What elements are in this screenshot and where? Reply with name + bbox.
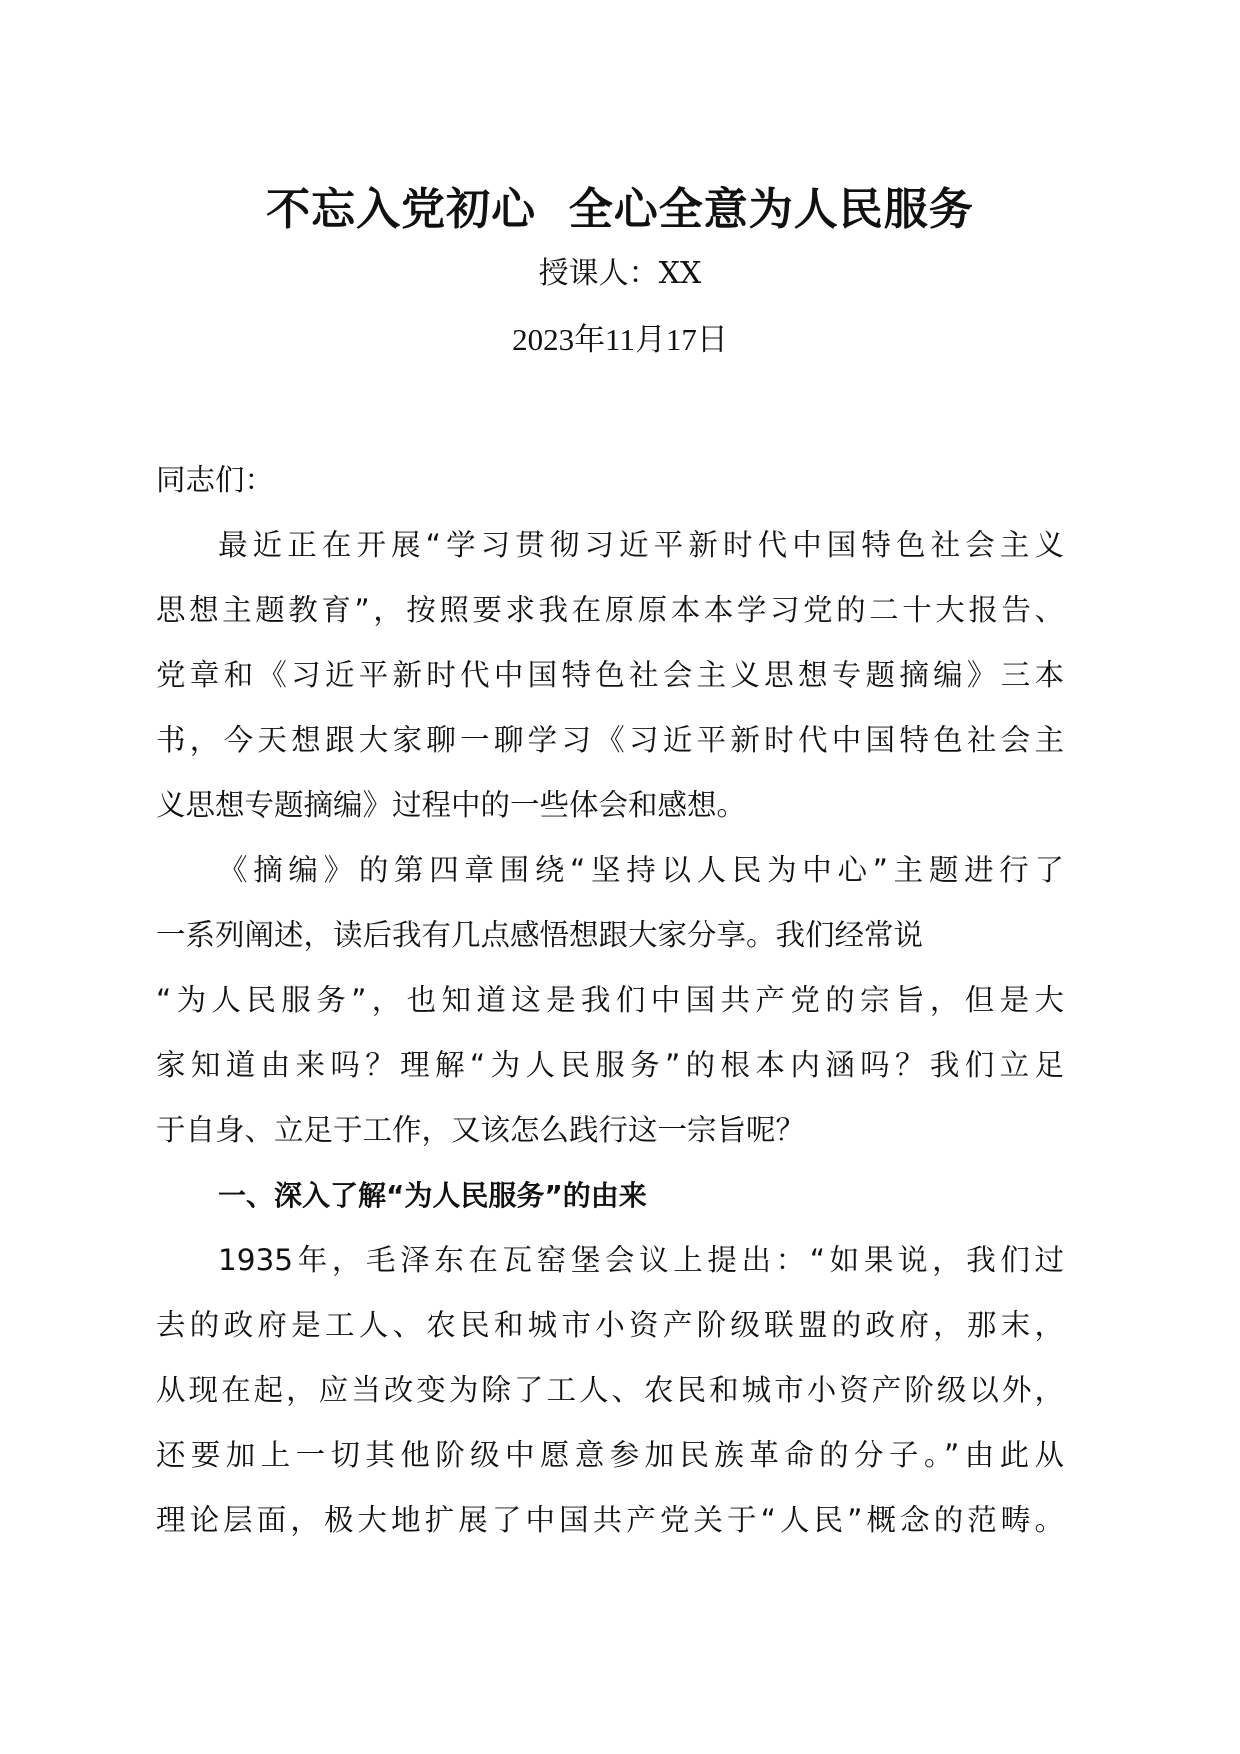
paragraph-line: 最近正在开展“学习贯彻习近平新时代中国特色社会主义 — [218, 528, 1064, 562]
paragraph-line: 义思想专题摘编》过程中的一些体会和感想。 — [156, 788, 747, 822]
paragraph-line: 书，今天想跟大家聊一聊学习《习近平新时代中国特色社会主 — [156, 723, 1064, 757]
paragraph-2 — [156, 838, 1064, 1163]
paragraph-1 — [156, 513, 1064, 838]
paragraph-3 — [156, 1228, 1064, 1553]
document-title: 不忘入党初心 全心全意为人民服务 — [266, 184, 974, 235]
paragraph-line: 党章和《习近平新时代中国特色社会主义思想专题摘编》三本 — [156, 658, 1064, 692]
paragraph-line: 于自身、立足于工作，又该怎么践行这一宗旨呢？ — [156, 1113, 806, 1147]
paragraph-line: 去的政府是工人、农民和城市小资产阶级联盟的政府，那末， — [156, 1308, 1064, 1342]
paragraph-line: 思想主题教育”，按照要求我在原原本本学习党的二十大报告、 — [156, 593, 1064, 627]
document-body — [156, 448, 1064, 1553]
lecturer-line: 授课人：XX — [538, 256, 702, 291]
section-heading-1: 一、深入了解“为人民服务”的由来 — [218, 1179, 647, 1212]
paragraph-line: 家知道由来吗？理解“为人民服务”的根本内涵吗？我们立足 — [156, 1048, 1064, 1082]
paragraph-line: 还要加上一切其他阶级中愿意参加民族革命的分子。”由此从 — [156, 1438, 1064, 1472]
paragraph-line: “为人民服务”，也知道这是我们中国共产党的宗旨，但是大 — [156, 983, 1064, 1017]
paragraph-line: 从现在起，应当改变为除了工人、农民和城市小资产阶级以外， — [156, 1373, 1064, 1407]
greeting: 同志们： — [156, 463, 275, 497]
paragraph-line: 理论层面，极大地扩展了中国共产党关于“人民”概念的范畴。 — [156, 1503, 1064, 1537]
lecture-date: 2023年11月17日 — [512, 322, 728, 357]
paragraph-line: 《摘编》的第四章围绕“坚持以人民为中心”主题进行了 — [218, 853, 1064, 887]
paragraph-line: 1935年，毛泽东在瓦窑堡会议上提出：“如果说，我们过 — [218, 1243, 1064, 1277]
paragraph-line: 一系列阐述，读后我有几点感悟想跟大家分享。我们经常说 — [156, 918, 924, 952]
